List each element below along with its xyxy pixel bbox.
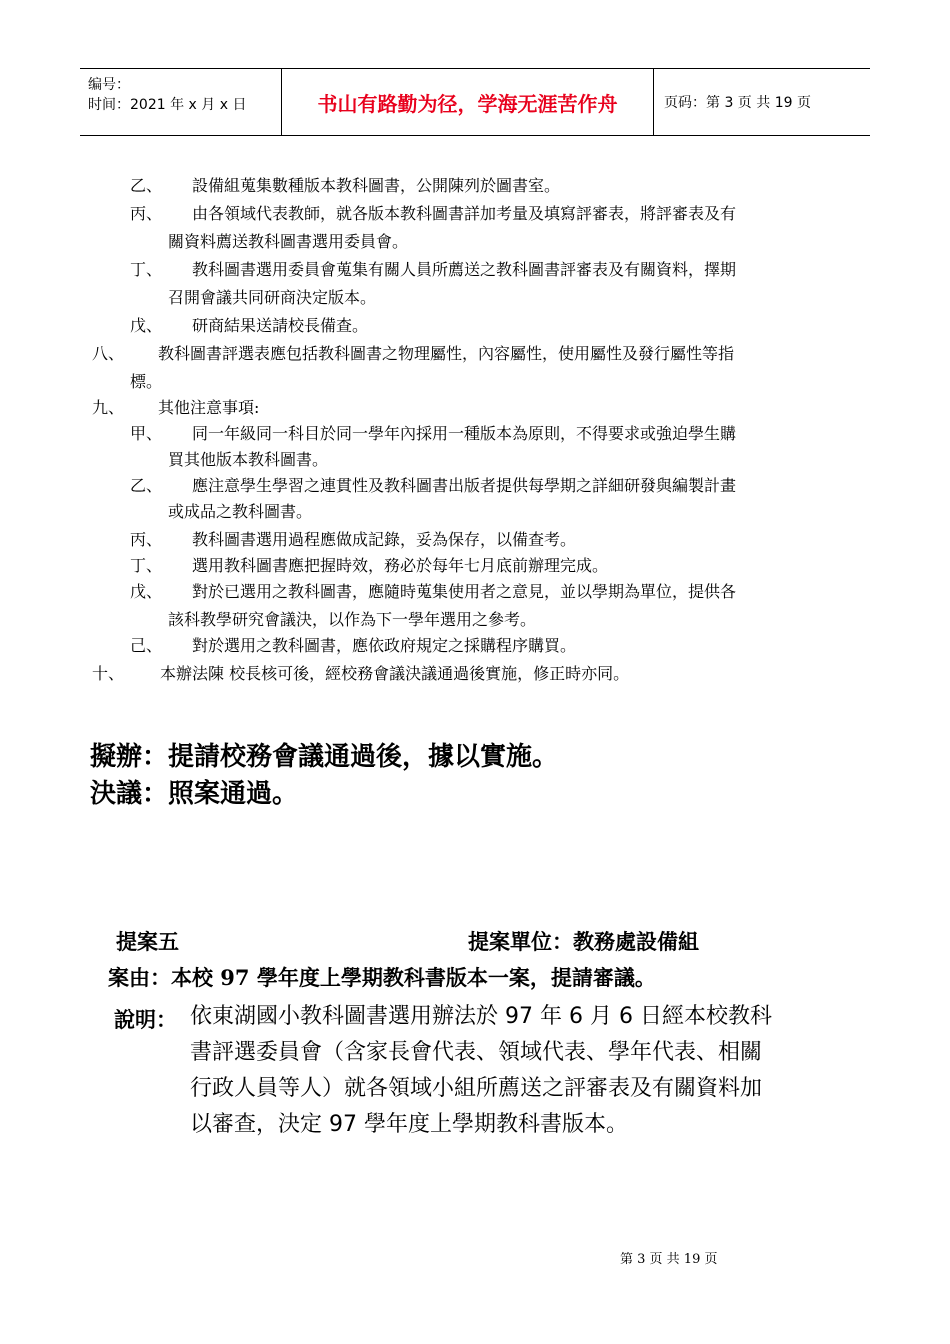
description-line: 書評選委員會（含家長會代表、領域代表、學年代表、相關 <box>190 1040 763 1065</box>
item-text: 對於選用之教科圖書，應依政府規定之採購程序購買。 <box>192 636 577 655</box>
description-line: 依東湖國小教科圖書選用辦法於 97 年 6 月 6 日經本校教科 <box>190 1004 772 1029</box>
item-marker: 己、 <box>130 636 163 655</box>
item-text-continued: 買其他版本教科圖書。 <box>168 450 329 469</box>
item-text: 本辦法陳 校長核可後，經校務會議決議通過後實施，修正時亦同。 <box>160 664 630 683</box>
item-text: 其他注意事項: <box>158 398 260 417</box>
time-label: 时间：2021 年 x 月 x 日 <box>88 97 247 113</box>
proposed-action: 擬辦：提請校務會議通過後，據以實施。 <box>90 742 559 772</box>
item-text: 應注意學生學習之連貫性及教科圖書出版者提供每學期之詳細研發與編製計畫 <box>192 476 737 495</box>
item-marker: 甲、 <box>130 424 163 443</box>
item-text: 教科圖書評選表應包括教科圖書之物理屬性，內容屬性，使用屬性及發行屬性等指 <box>158 344 735 363</box>
item-text-continued: 召開會議共同研商決定版本。 <box>168 288 377 307</box>
item-text: 教科圖書選用委員會蒐集有關人員所薦送之教科圖書評審表及有關資料，擇期 <box>192 260 737 279</box>
number-label: 编号： <box>88 77 130 93</box>
header-meta <box>80 69 282 135</box>
item-marker: 丙、 <box>130 204 163 223</box>
item-marker: 乙、 <box>130 176 163 195</box>
item-marker: 十、 <box>92 664 125 683</box>
item-marker: 八、 <box>92 344 125 363</box>
proposal-title: 提案五 <box>116 929 179 954</box>
item-text: 選用教科圖書應把握時效，務必於每年七月底前辦理完成。 <box>192 556 609 575</box>
description-line: 以審查，決定 97 學年度上學期教科書版本。 <box>190 1112 628 1137</box>
item-marker: 戊、 <box>130 582 163 601</box>
item-marker: 九、 <box>92 398 125 417</box>
item-marker: 丙、 <box>130 530 163 549</box>
item-text-continued: 或成品之教科圖書。 <box>168 502 313 521</box>
item-text: 設備組蒐集數種版本教科圖書，公開陳列於圖書室。 <box>192 176 561 195</box>
item-marker: 戊、 <box>130 316 163 335</box>
item-text: 由各領域代表教師，就各版本教科圖書詳加考量及填寫評審表，將評審表及有 <box>192 204 737 223</box>
item-marker: 丁、 <box>130 260 163 279</box>
page-footer: 第 3 页 共 19 页 <box>620 1252 718 1267</box>
item-text: 對於已選用之教科圖書，應隨時蒐集使用者之意見，並以學期為單位，提供各 <box>192 582 737 601</box>
item-text: 研商結果送請校長備查。 <box>192 316 369 335</box>
item-marker: 乙、 <box>130 476 163 495</box>
item-text-continued: 該科教學研究會議決，以作為下一學年選用之參考。 <box>168 610 537 629</box>
header-page-info: 页码：第 3 页 共 19 页 <box>664 95 811 111</box>
proposal-subject: 案由：本校 97 學年度上學期教科書版本一案，提請審議。 <box>108 965 656 990</box>
description-label: 說明： <box>114 1007 177 1032</box>
item-marker: 丁、 <box>130 556 163 575</box>
item-text: 同一年級同一科目於同一學年內採用一種版本為原則，不得要求或強迫學生購 <box>192 424 737 443</box>
page-header <box>80 68 870 136</box>
item-text: 教科圖書選用過程應做成記錄，妥為保存，以備查考。 <box>192 530 577 549</box>
header-motto: 书山有路勤为径，学海无涯苦作舟 <box>282 69 654 135</box>
decision: 決議：照案通過。 <box>90 779 299 809</box>
item-text-continued: 關資料薦送教科圖書選用委員會。 <box>168 232 409 251</box>
proposal-unit: 提案單位：教務處設備組 <box>468 929 699 954</box>
item-text-continued: 標。 <box>130 372 163 391</box>
description-line: 行政人員等人）就各領域小組所薦送之評審表及有關資料加 <box>190 1076 763 1101</box>
